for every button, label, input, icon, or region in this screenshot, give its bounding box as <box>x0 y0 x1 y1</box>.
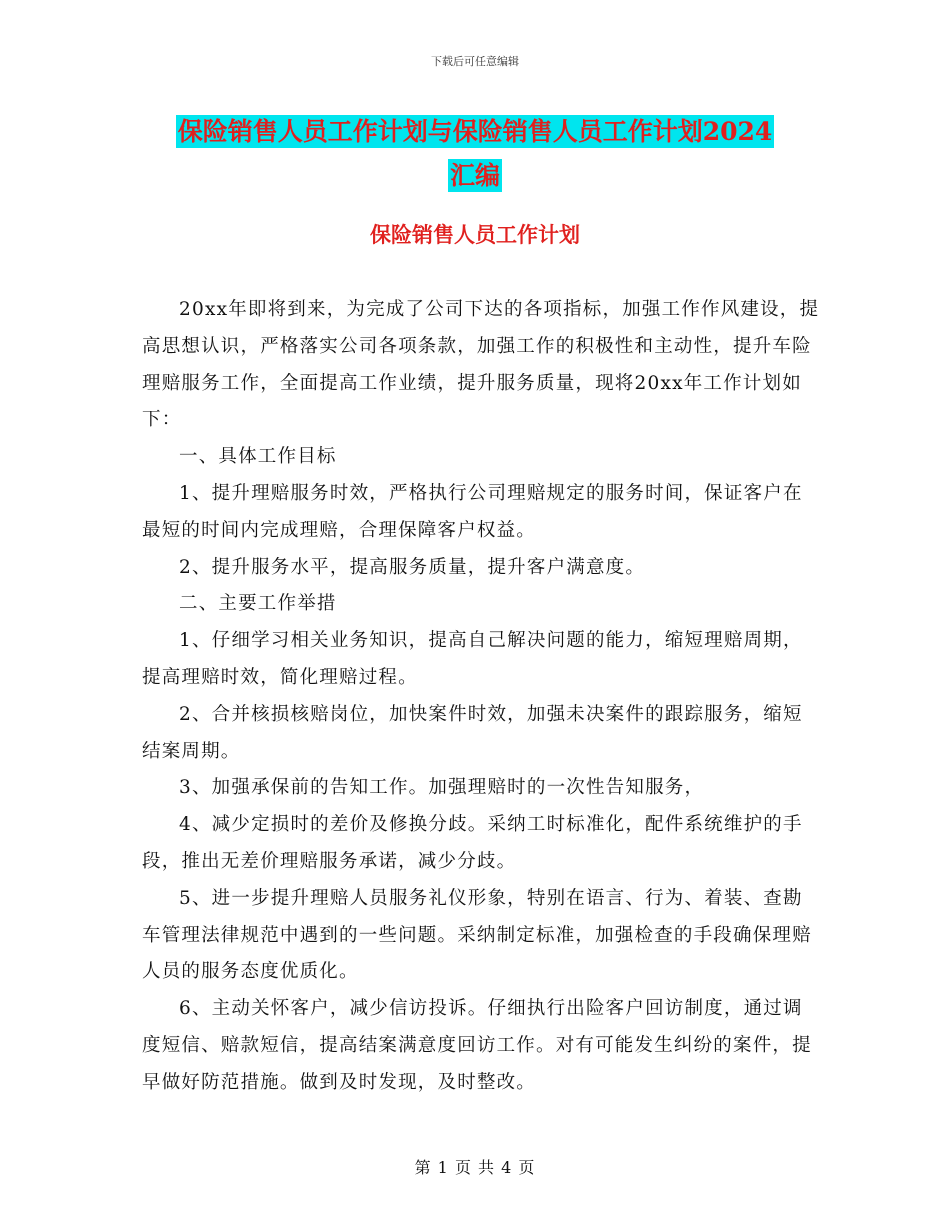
paragraph-measure-6: 6、主动关怀客户，减少信访投诉。仔细执行出险客户回访制度，通过调度短信、赔款短信，提高结案满意度回访工作。对有可能发生纠纷的案件，提早做好防范措施。做到及时发现，及时整改。 <box>142 998 812 1093</box>
document-title <box>0 110 950 198</box>
section-title: 保险销售人员工作计划 <box>370 222 580 247</box>
heading-specific-goals: 一、具体工作目标 <box>179 446 337 468</box>
paragraph-measure-2: 2、合并核损核赔岗位，加快案件时效，加强未决案件的跟踪服务，缩短结案周期。 <box>142 703 803 762</box>
document-title-line-2: 汇编 <box>449 161 500 190</box>
paragraph-measure-1: 1、仔细学习相关业务知识，提高自己解决问题的能力，缩短理赔周期，提高理赔时效，简化理赔过程。 <box>142 630 803 688</box>
heading-main-measures: 二、主要工作举措 <box>179 593 337 615</box>
paragraph-intro: 20xx年即将到来，为完成了公司下达的各项指标，加强工作作风建设，提高思想认识，严格落实公司各项条款，加强工作的积极性和主动性，提升车险理赔服务工作，全面提高工作业绩，提升服务质量，现将20xx年工作计划如下： <box>142 299 820 431</box>
document-title-line-1: 保险销售人员工作计划与保险销售人员工作计划2024 <box>177 117 773 146</box>
paragraph-measure-4: 4、减少定损时的差价及修换分歧。采纳工时标准化，配件系统维护的手段，推出无差价理赔服务承诺，减少分歧。 <box>142 814 803 872</box>
page-number-footer: 第 1 页 共 4 页 <box>414 1158 536 1177</box>
paragraph-goal-2: 2、提升服务水平，提高服务质量，提升客户满意度。 <box>179 556 646 578</box>
paragraph-measure-5: 5、进一步提升理赔人员服务礼仪形象，特别在语言、行为、着装、查勘车管理法律规范中遇到的一些问题。采纳制定标准，加强检查的手段确保理赔人员的服务态度优质化。 <box>142 887 812 983</box>
paragraph-goal-1: 1、提升理赔服务时效，严格执行公司理赔规定的服务时间，保证客户在最短的时间内完成理赔，合理保障客户权益。 <box>142 482 803 541</box>
paragraph-measure-3: 3、加强承保前的告知工作。加强理赔时的一次性告知服务， <box>179 777 705 799</box>
document-body <box>142 292 822 1102</box>
header-note: 下载后可任意编辑 <box>431 55 519 68</box>
